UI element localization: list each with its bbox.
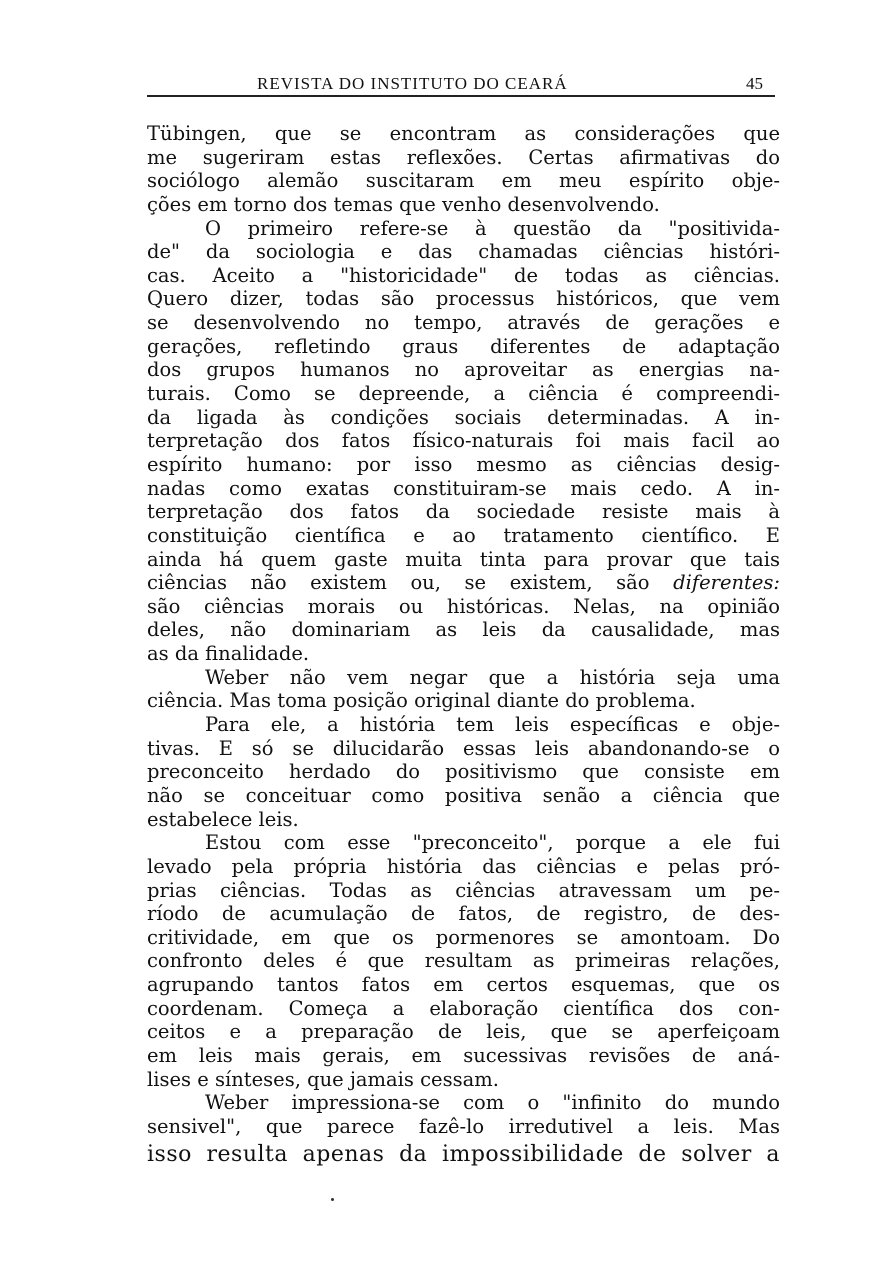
text-line: Tübingen, que se encontram as considerações que: [147, 122, 780, 145]
text-line: Quero dizer, todas são processus históricos, que vem: [147, 287, 780, 311]
text-line: terpretação dos fatos físico-naturais foi mais facil ao: [147, 429, 780, 453]
text-line: critividade, em que os pormenores se amontoam. Do: [147, 925, 780, 949]
text-line: coordenam. Começa a elaboração científica dos con-: [147, 996, 780, 1020]
text-line: Weber não vem negar que a história seja uma: [205, 665, 780, 689]
journal-title: REVISTA DO INSTITUTO DO CEARÁ: [257, 74, 568, 93]
text-line: são ciências morais ou históricas. Nelas, na opinião: [147, 594, 780, 618]
text-line: ceitos e a preparação de leis, que se aperfeiçoam: [147, 1020, 780, 1044]
text-line: em leis mais gerais, em sucessivas revisões de aná-: [147, 1043, 780, 1067]
print-speck: [331, 1198, 334, 1201]
text-line: O primeiro refere-se à questão da "positivida-: [205, 216, 780, 240]
text-line: ciência. Mas toma posição original diante do problema.: [147, 689, 696, 713]
header-rule: [147, 95, 775, 97]
text-line: tivas. E só se dilucidarão essas leis abandonando-se o: [147, 736, 780, 760]
text-line: Weber impressiona-se com o "infinito do mundo: [205, 1091, 780, 1115]
text-line: agrupando tantos fatos em certos esquemas, que os: [147, 973, 780, 997]
text-line: dos grupos humanos no aproveitar as energias na-: [147, 358, 780, 382]
text-line: da ligada às condições sociais determinadas. A in-: [147, 405, 780, 429]
text-line: turais. Como se depreende, a ciência é compreendi-: [147, 382, 780, 406]
text-line: isso resulta apenas da impossibilidade de solver a: [147, 1141, 780, 1167]
text-line: constituição científica e ao tratamento científico. E: [147, 523, 780, 547]
text-line: ções em torno dos temas que venho desenvolvendo.: [147, 192, 660, 216]
text-line: estabelece leis.: [147, 807, 299, 831]
text-fragment: ciências não existem ou, se existem, são: [147, 571, 650, 595]
body-text: [147, 122, 780, 1169]
running-header: [147, 70, 775, 98]
text-line: nadas como exatas constituiram-se mais cedo. A in-: [147, 476, 780, 500]
text-line: não se conceituar como positiva senão a ciência que: [147, 783, 780, 807]
text-line: deles, não dominariam as leis da causalidade, mas: [147, 618, 780, 642]
text-line: ríodo de acumulação de fatos, de registro, de des-: [147, 902, 780, 926]
text-line: espírito humano: por isso mesmo as ciências desig-: [147, 452, 780, 476]
text-line: sociólogo alemão suscitaram em meu espírito obje-: [147, 169, 780, 193]
page-number: 45: [746, 74, 763, 93]
text-line: gerações, refletindo graus diferentes de adaptação: [147, 334, 780, 358]
text-line: as da finalidade.: [147, 642, 310, 666]
text-line: se desenvolvendo no tempo, através de gerações e: [147, 311, 780, 335]
italic-emphasis: diferentes:: [673, 571, 780, 595]
text-line: lises e sínteses, que jamais cessam.: [147, 1067, 499, 1091]
text-line: me sugeriram estas reflexões. Certas afirmativas do: [147, 145, 780, 169]
text-line: preconceito herdado do positivismo que consiste em: [147, 760, 780, 784]
text-line: cas. Aceito a "historicidade" de todas as ciências.: [147, 263, 780, 287]
text-line: levado pela própria história das ciências e pelas pró-: [147, 854, 780, 878]
text-line: prias ciências. Todas as ciências atravessam um pe-: [147, 878, 780, 902]
text-line: de" da sociologia e das chamadas ciências históri-: [147, 240, 780, 264]
text-line: ainda há quem gaste muita tinta para provar que tais: [147, 547, 780, 571]
text-line-with-emphasis: [147, 571, 780, 595]
text-line: Para ele, a história tem leis específicas e obje-: [205, 713, 780, 737]
text-line: sensivel", que parece fazê-lo irredutivel a leis. Mas: [147, 1114, 780, 1138]
text-line: confronto deles é que resultam as primeiras relações,: [147, 949, 780, 973]
text-line: Estou com esse "preconceito", porque a ele fui: [205, 831, 780, 855]
text-line: terpretação dos fatos da sociedade resiste mais à: [147, 500, 780, 524]
